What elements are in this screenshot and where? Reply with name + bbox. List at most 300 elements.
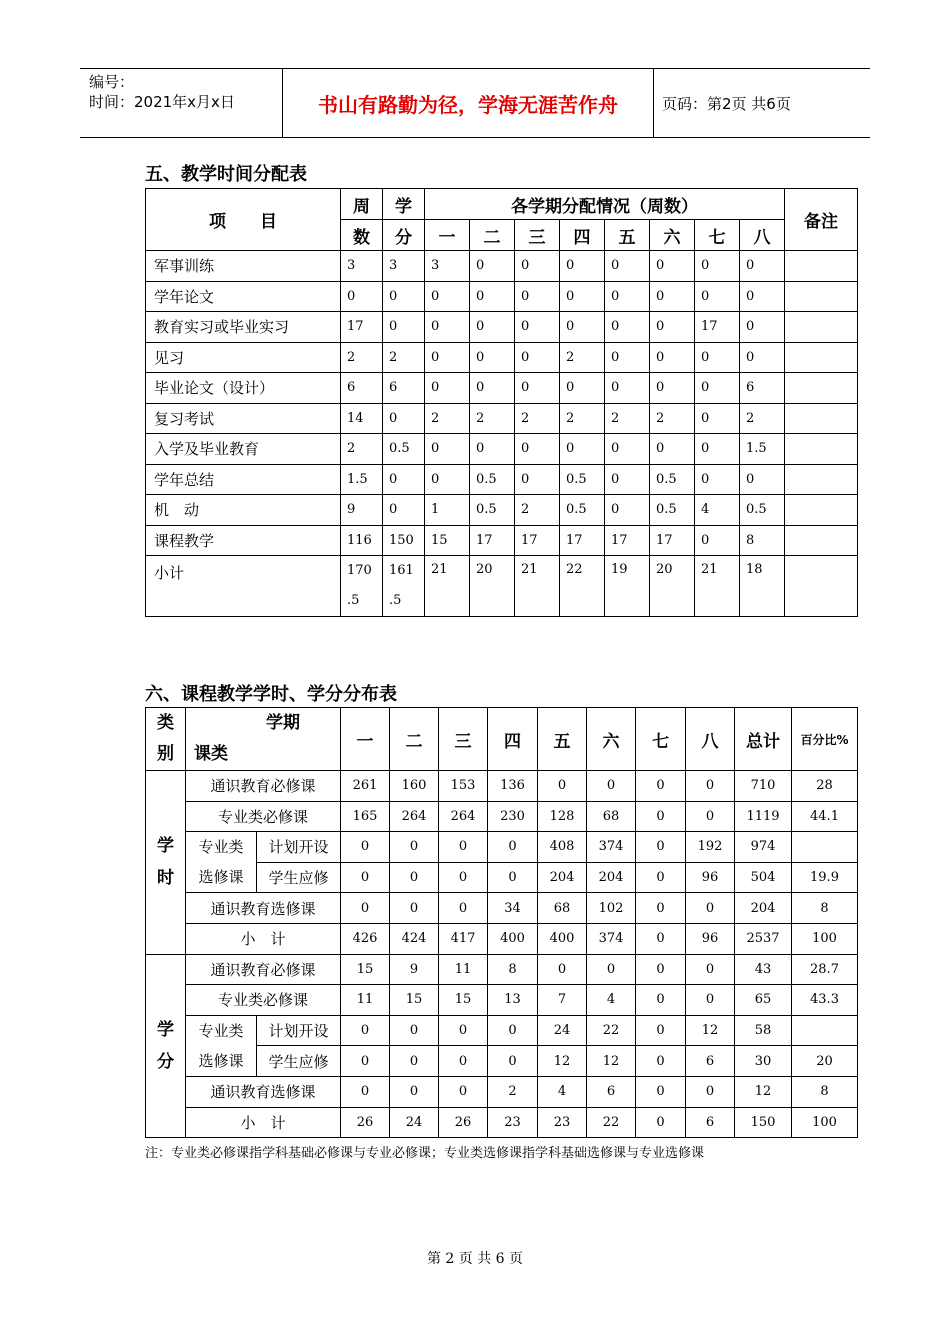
value-cell: 8 bbox=[792, 1076, 858, 1107]
remark-cell bbox=[785, 464, 858, 495]
term-cell: 0 bbox=[650, 373, 695, 404]
value-cell: 11 bbox=[341, 985, 390, 1016]
course-hours-credits-table bbox=[145, 707, 858, 1138]
value-cell: 0 bbox=[439, 832, 488, 863]
value-cell: 408 bbox=[538, 832, 587, 863]
value-cell: 12 bbox=[735, 1076, 792, 1107]
term-cell: 0 bbox=[425, 312, 470, 343]
value-cell: 0 bbox=[587, 771, 636, 802]
credits-cell: 0 bbox=[383, 312, 425, 343]
term-cell: 0 bbox=[515, 251, 560, 282]
term-cell: 2 bbox=[515, 495, 560, 526]
value-cell: 12 bbox=[587, 1046, 636, 1077]
value-cell: 128 bbox=[538, 801, 587, 832]
term-cell: 0 bbox=[425, 281, 470, 312]
value-cell: 264 bbox=[439, 801, 488, 832]
weeks-cell: 1.5 bbox=[341, 464, 383, 495]
term-header-2: 二 bbox=[390, 708, 439, 771]
value-cell: 0 bbox=[488, 1046, 538, 1077]
term-cell: 20 bbox=[650, 556, 695, 617]
value-cell: 504 bbox=[735, 862, 792, 893]
value-cell: 0 bbox=[488, 862, 538, 893]
term-cell: 8 bbox=[740, 525, 785, 556]
term-cell: 0 bbox=[470, 434, 515, 465]
value-cell: 0 bbox=[439, 1046, 488, 1077]
term-header-5: 五 bbox=[605, 220, 650, 251]
value-cell: 58 bbox=[735, 1015, 792, 1046]
col-weeks-header-2: 数 bbox=[341, 220, 383, 251]
elective-label-1: 专业类 bbox=[198, 1021, 244, 1040]
term-header-7: 七 bbox=[695, 220, 740, 251]
value-cell: 6 bbox=[686, 1046, 735, 1077]
value-cell: 9 bbox=[390, 954, 439, 985]
term-cell: 0.5 bbox=[740, 495, 785, 526]
section6-title: 六、课程教学学时、学分分布表 bbox=[145, 684, 397, 705]
term-cell: 18 bbox=[740, 556, 785, 617]
term-cell: 17 bbox=[650, 525, 695, 556]
term-cell: 0 bbox=[695, 251, 740, 282]
term-header-8: 八 bbox=[686, 708, 735, 771]
term-cell: 2 bbox=[650, 403, 695, 434]
term-cell: 0 bbox=[560, 251, 605, 282]
term-cell: 0 bbox=[560, 281, 605, 312]
remark-cell bbox=[785, 342, 858, 373]
hours-side-label bbox=[146, 771, 186, 955]
row-label: 毕业论文（设计） bbox=[146, 373, 341, 404]
term-cell: 0 bbox=[560, 373, 605, 404]
value-cell: 204 bbox=[587, 862, 636, 893]
weeks-cell: 9 bbox=[341, 495, 383, 526]
term-cell: 17 bbox=[605, 525, 650, 556]
value-cell: 0 bbox=[636, 1046, 686, 1077]
weeks-cell: 0 bbox=[341, 281, 383, 312]
term-cell: 17 bbox=[470, 525, 515, 556]
header-motto: 书山有路勤为径，学海无涯苦作舟 bbox=[283, 69, 654, 137]
credits-cell: 150 bbox=[383, 525, 425, 556]
value-cell: 0 bbox=[587, 954, 636, 985]
value-cell: 0 bbox=[636, 1107, 686, 1138]
term-cell: 0 bbox=[695, 434, 740, 465]
term-cell: 1 bbox=[425, 495, 470, 526]
value-cell: 0 bbox=[636, 1076, 686, 1107]
value-cell: 417 bbox=[439, 923, 488, 954]
value-cell: 150 bbox=[735, 1107, 792, 1138]
remark-cell bbox=[785, 434, 858, 465]
value-cell: 0 bbox=[686, 954, 735, 985]
term-cell: 0 bbox=[650, 434, 695, 465]
value-cell: 6 bbox=[587, 1076, 636, 1107]
term-cell: 0 bbox=[695, 373, 740, 404]
term-header-1: 一 bbox=[425, 220, 470, 251]
value-cell: 19.9 bbox=[792, 862, 858, 893]
value-cell: 1119 bbox=[735, 801, 792, 832]
term-cell: 0 bbox=[560, 434, 605, 465]
value-cell: 0 bbox=[686, 801, 735, 832]
value-cell: 0 bbox=[636, 1015, 686, 1046]
term-cell: 21 bbox=[515, 556, 560, 617]
term-cell: 0 bbox=[470, 281, 515, 312]
value-cell: 96 bbox=[686, 862, 735, 893]
value-cell: 26 bbox=[439, 1107, 488, 1138]
credits-row-general_required bbox=[146, 954, 858, 985]
weeks-cell: 116 bbox=[341, 525, 383, 556]
term-cell: 0 bbox=[560, 312, 605, 343]
value-cell: 24 bbox=[390, 1107, 439, 1138]
value-cell: 400 bbox=[538, 923, 587, 954]
value-cell: 30 bbox=[735, 1046, 792, 1077]
value-cell: 0 bbox=[439, 862, 488, 893]
table-row bbox=[146, 495, 858, 526]
value-cell: 0 bbox=[636, 954, 686, 985]
value-cell: 0 bbox=[439, 1015, 488, 1046]
value-cell: 0 bbox=[636, 985, 686, 1016]
value-cell: 424 bbox=[390, 923, 439, 954]
term-cell: 1.5 bbox=[740, 434, 785, 465]
credits-row-subtotal bbox=[146, 1107, 858, 1138]
row-label: 专业类必修课 bbox=[186, 801, 341, 832]
term-cell: 0 bbox=[425, 434, 470, 465]
table-note: 注：专业类必修课指学科基础必修课与专业必修课；专业类选修课指学科基础选修课与专业选修课 bbox=[145, 1146, 705, 1161]
row-label: 通识教育必修课 bbox=[186, 954, 341, 985]
term-cell: 0 bbox=[695, 281, 740, 312]
total-header: 总计 bbox=[735, 708, 792, 771]
credits-row-planned bbox=[146, 1015, 858, 1046]
term-cell: 0 bbox=[515, 464, 560, 495]
term-label: 学期 bbox=[266, 713, 300, 733]
term-cell: 22 bbox=[560, 556, 605, 617]
row-label: 学生应修 bbox=[257, 1046, 341, 1077]
term-header-4: 四 bbox=[488, 708, 538, 771]
value-cell: 374 bbox=[587, 832, 636, 863]
row-label: 教育实习或毕业实习 bbox=[146, 312, 341, 343]
value-cell: 0 bbox=[686, 1076, 735, 1107]
weeks-cell: 14 bbox=[341, 403, 383, 434]
value-cell: 192 bbox=[686, 832, 735, 863]
term-cell: 0 bbox=[695, 342, 740, 373]
weeks-cell: 2 bbox=[341, 434, 383, 465]
value-cell: 0 bbox=[439, 893, 488, 924]
term-cell: 21 bbox=[425, 556, 470, 617]
term-cell: 0 bbox=[470, 312, 515, 343]
term-cell: 17 bbox=[515, 525, 560, 556]
term-cell: 0.5 bbox=[470, 495, 515, 526]
remark-cell bbox=[785, 281, 858, 312]
term-cell: 0 bbox=[515, 342, 560, 373]
hours-row-general_elective bbox=[146, 893, 858, 924]
term-cell: 0 bbox=[695, 403, 740, 434]
term-header-5: 五 bbox=[538, 708, 587, 771]
section5-title: 五、教学时间分配表 bbox=[145, 164, 307, 185]
value-cell: 23 bbox=[538, 1107, 587, 1138]
remark-cell bbox=[785, 312, 858, 343]
term-cell: 0 bbox=[650, 342, 695, 373]
value-cell: 13 bbox=[488, 985, 538, 1016]
term-cell: 0 bbox=[470, 373, 515, 404]
weeks-cell: 6 bbox=[341, 373, 383, 404]
hours-row-subtotal bbox=[146, 923, 858, 954]
value-cell: 7 bbox=[538, 985, 587, 1016]
row-label: 小 计 bbox=[186, 1107, 341, 1138]
value-cell: 26 bbox=[341, 1107, 390, 1138]
table-row bbox=[146, 525, 858, 556]
value-cell: 0 bbox=[341, 862, 390, 893]
term-header-7: 七 bbox=[636, 708, 686, 771]
value-cell: 426 bbox=[341, 923, 390, 954]
weeks-cell: 17 bbox=[341, 312, 383, 343]
col-weeks-header-1: 周 bbox=[341, 189, 383, 220]
term-cell: 2 bbox=[470, 403, 515, 434]
credits-cell: 0 bbox=[383, 403, 425, 434]
credits-cell: 0.5 bbox=[383, 434, 425, 465]
term-cell: 2 bbox=[605, 403, 650, 434]
subtotal-label: 小计 bbox=[146, 556, 341, 617]
value-cell: 12 bbox=[538, 1046, 587, 1077]
term-header-1: 一 bbox=[341, 708, 390, 771]
credits-side-label bbox=[146, 954, 186, 1138]
credits-side-label-2: 分 bbox=[157, 1051, 174, 1072]
value-cell: 28 bbox=[792, 771, 858, 802]
value-cell: 2537 bbox=[735, 923, 792, 954]
value-cell: 102 bbox=[587, 893, 636, 924]
remark-cell bbox=[785, 525, 858, 556]
term-cell: 4 bbox=[695, 495, 740, 526]
value-cell: 43 bbox=[735, 954, 792, 985]
row-label: 课程教学 bbox=[146, 525, 341, 556]
value-cell: 0 bbox=[538, 954, 587, 985]
value-cell: 0 bbox=[686, 985, 735, 1016]
term-cell: 0 bbox=[425, 373, 470, 404]
subtotal-line-1: 161 bbox=[389, 563, 414, 578]
term-cell: 0 bbox=[515, 434, 560, 465]
value-cell: 710 bbox=[735, 771, 792, 802]
term-cell: 0.5 bbox=[560, 495, 605, 526]
doc-number-label: 编号： bbox=[89, 73, 135, 91]
term-header-8: 八 bbox=[740, 220, 785, 251]
row-label: 机 动 bbox=[146, 495, 341, 526]
row-label: 军事训练 bbox=[146, 251, 341, 282]
row-label: 计划开设 bbox=[257, 1015, 341, 1046]
table-row bbox=[146, 312, 858, 343]
value-cell: 6 bbox=[686, 1107, 735, 1138]
subtotal-line-2: .5 bbox=[389, 593, 402, 608]
value-cell: 24 bbox=[538, 1015, 587, 1046]
term-cell: 0 bbox=[650, 251, 695, 282]
row-label: 通识教育选修课 bbox=[186, 893, 341, 924]
table-row bbox=[146, 434, 858, 465]
value-cell: 15 bbox=[390, 985, 439, 1016]
credits-cell: 0 bbox=[383, 281, 425, 312]
value-cell: 22 bbox=[587, 1015, 636, 1046]
value-cell: 15 bbox=[439, 985, 488, 1016]
term-cell: 0 bbox=[605, 373, 650, 404]
value-cell: 0 bbox=[341, 1046, 390, 1077]
value-cell: 100 bbox=[792, 923, 858, 954]
header-page-info: 页码：第2页 共6页 bbox=[662, 95, 791, 113]
hours-row-general_required bbox=[146, 771, 858, 802]
remark-cell bbox=[785, 556, 858, 617]
value-cell: 974 bbox=[735, 832, 792, 863]
value-cell: 8 bbox=[488, 954, 538, 985]
value-cell: 0 bbox=[390, 832, 439, 863]
term-cell: 0 bbox=[605, 495, 650, 526]
value-cell: 96 bbox=[686, 923, 735, 954]
value-cell: 0 bbox=[686, 893, 735, 924]
term-cell: 0 bbox=[605, 281, 650, 312]
value-cell: 34 bbox=[488, 893, 538, 924]
value-cell: 230 bbox=[488, 801, 538, 832]
term-course-header bbox=[186, 708, 341, 771]
value-cell: 153 bbox=[439, 771, 488, 802]
value-cell: 400 bbox=[488, 923, 538, 954]
credits-cell: 0 bbox=[383, 464, 425, 495]
term-header-3: 三 bbox=[515, 220, 560, 251]
value-cell: 100 bbox=[792, 1107, 858, 1138]
value-cell: 0 bbox=[390, 1046, 439, 1077]
hours-side-label-1: 学 bbox=[157, 836, 174, 857]
term-cell: 2 bbox=[425, 403, 470, 434]
row-label: 学生应修 bbox=[257, 862, 341, 893]
value-cell: 0 bbox=[488, 832, 538, 863]
remark-cell bbox=[785, 373, 858, 404]
term-cell: 0 bbox=[740, 251, 785, 282]
term-cell: 21 bbox=[695, 556, 740, 617]
value-cell: 12 bbox=[686, 1015, 735, 1046]
term-group-header: 各学期分配情况（周数） bbox=[425, 189, 785, 220]
value-cell: 204 bbox=[538, 862, 587, 893]
term-cell: 0 bbox=[740, 312, 785, 343]
weeks-cell: 3 bbox=[341, 251, 383, 282]
category-header bbox=[146, 708, 186, 771]
term-cell: 0.5 bbox=[650, 464, 695, 495]
value-cell: 0 bbox=[636, 771, 686, 802]
table-row bbox=[146, 281, 858, 312]
term-cell: 0 bbox=[470, 251, 515, 282]
term-cell: 17 bbox=[695, 312, 740, 343]
table-row bbox=[146, 464, 858, 495]
value-cell: 0 bbox=[390, 893, 439, 924]
value-cell: 22 bbox=[587, 1107, 636, 1138]
value-cell: 28.7 bbox=[792, 954, 858, 985]
category-header-line1: 类 bbox=[157, 713, 174, 733]
value-cell bbox=[792, 832, 858, 863]
term-cell: 0 bbox=[740, 342, 785, 373]
value-cell: 68 bbox=[587, 801, 636, 832]
row-label: 专业类必修课 bbox=[186, 985, 341, 1016]
term-cell: 0.5 bbox=[470, 464, 515, 495]
term-cell: 20 bbox=[470, 556, 515, 617]
row-label: 计划开设 bbox=[257, 832, 341, 863]
remark-cell bbox=[785, 495, 858, 526]
row-label: 通识教育必修课 bbox=[186, 771, 341, 802]
value-cell: 0 bbox=[341, 1015, 390, 1046]
col-credits-header-2: 分 bbox=[383, 220, 425, 251]
value-cell: 0 bbox=[636, 923, 686, 954]
value-cell: 65 bbox=[735, 985, 792, 1016]
page-header bbox=[80, 68, 870, 138]
term-cell: 2 bbox=[740, 403, 785, 434]
term-header-3: 三 bbox=[439, 708, 488, 771]
term-cell: 0 bbox=[605, 434, 650, 465]
value-cell: 0 bbox=[341, 832, 390, 863]
value-cell: 264 bbox=[390, 801, 439, 832]
value-cell: 0 bbox=[636, 862, 686, 893]
term-cell: 17 bbox=[560, 525, 605, 556]
hours-side-label-2: 时 bbox=[157, 868, 174, 889]
value-cell: 136 bbox=[488, 771, 538, 802]
term-cell: 2 bbox=[560, 403, 605, 434]
term-cell: 6 bbox=[740, 373, 785, 404]
weeks-cell: 2 bbox=[341, 342, 383, 373]
subtotal-weeks bbox=[341, 556, 383, 617]
percent-header: 百分比% bbox=[792, 708, 858, 771]
value-cell: 23 bbox=[488, 1107, 538, 1138]
value-cell: 0 bbox=[538, 771, 587, 802]
value-cell: 4 bbox=[587, 985, 636, 1016]
subtotal-line-1: 170 bbox=[347, 563, 372, 578]
value-cell: 44.1 bbox=[792, 801, 858, 832]
term-cell: 0.5 bbox=[650, 495, 695, 526]
elective-group-label bbox=[186, 1015, 257, 1076]
credits-cell: 6 bbox=[383, 373, 425, 404]
value-cell: 0 bbox=[686, 771, 735, 802]
term-cell: 0 bbox=[605, 251, 650, 282]
subtotal-row bbox=[146, 556, 858, 617]
value-cell: 0 bbox=[488, 1015, 538, 1046]
value-cell: 0 bbox=[341, 1076, 390, 1107]
row-label: 入学及毕业教育 bbox=[146, 434, 341, 465]
term-cell: 0 bbox=[695, 464, 740, 495]
term-cell: 0 bbox=[740, 464, 785, 495]
value-cell: 0 bbox=[341, 893, 390, 924]
value-cell bbox=[792, 1015, 858, 1046]
term-cell: 0 bbox=[605, 464, 650, 495]
term-cell: 0 bbox=[515, 373, 560, 404]
table-row bbox=[146, 403, 858, 434]
row-label: 通识教育选修课 bbox=[186, 1076, 341, 1107]
credits-row-major_required bbox=[146, 985, 858, 1016]
elective-label-2: 选修课 bbox=[198, 868, 244, 887]
term-cell: 0 bbox=[650, 281, 695, 312]
term-cell: 0 bbox=[515, 312, 560, 343]
category-header-line2: 别 bbox=[157, 744, 174, 764]
value-cell: 204 bbox=[735, 893, 792, 924]
table-row bbox=[146, 251, 858, 282]
term-cell: 0 bbox=[515, 281, 560, 312]
doc-date: 时间：2021年x月x日 bbox=[89, 93, 235, 111]
value-cell: 0 bbox=[390, 862, 439, 893]
credits-side-label-1: 学 bbox=[157, 1019, 174, 1040]
term-cell: 0.5 bbox=[560, 464, 605, 495]
value-cell: 0 bbox=[636, 832, 686, 863]
term-cell: 15 bbox=[425, 525, 470, 556]
value-cell: 0 bbox=[390, 1076, 439, 1107]
header-meta bbox=[80, 69, 283, 137]
row-label: 小 计 bbox=[186, 923, 341, 954]
term-cell: 0 bbox=[650, 312, 695, 343]
row-label: 复习考试 bbox=[146, 403, 341, 434]
teaching-time-table bbox=[145, 188, 858, 617]
value-cell: 20 bbox=[792, 1046, 858, 1077]
course-label: 课类 bbox=[194, 744, 228, 764]
term-cell: 2 bbox=[560, 342, 605, 373]
value-cell: 43.3 bbox=[792, 985, 858, 1016]
row-label: 学年论文 bbox=[146, 281, 341, 312]
term-cell: 0 bbox=[470, 342, 515, 373]
value-cell: 8 bbox=[792, 893, 858, 924]
value-cell: 0 bbox=[636, 893, 686, 924]
term-cell: 3 bbox=[425, 251, 470, 282]
term-cell: 0 bbox=[425, 342, 470, 373]
